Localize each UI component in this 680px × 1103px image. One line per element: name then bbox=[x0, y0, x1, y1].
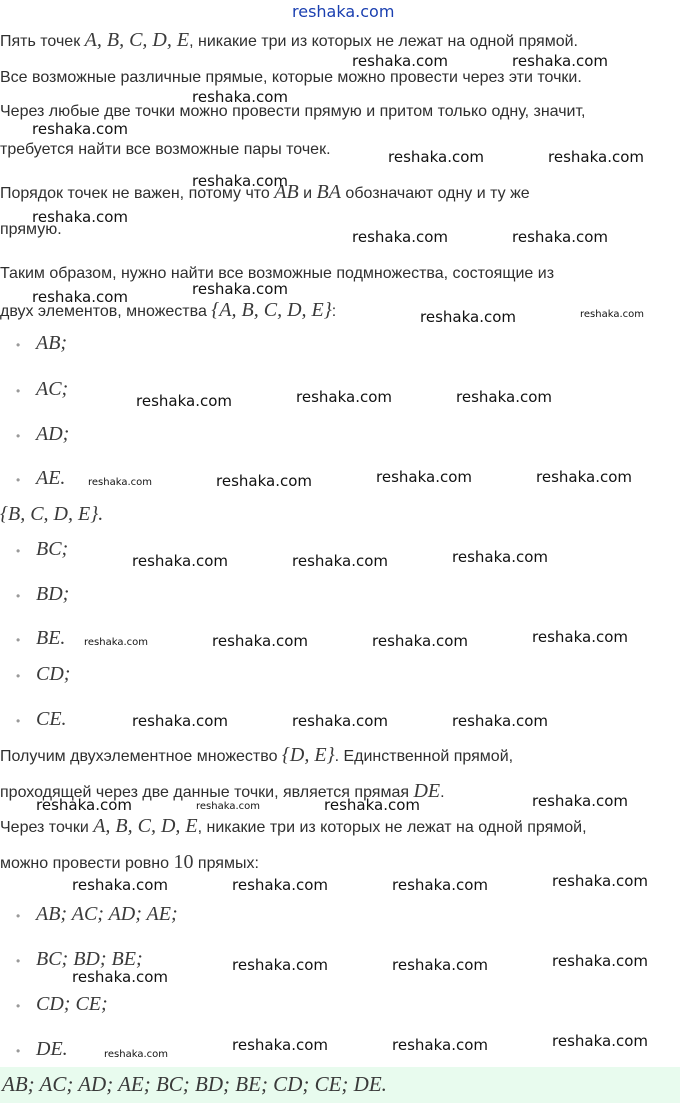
watermark: reshaka.com bbox=[232, 1036, 328, 1054]
watermark: reshaka.com bbox=[352, 228, 448, 246]
watermark: reshaka.com bbox=[452, 548, 548, 566]
watermark: reshaka.com bbox=[392, 1036, 488, 1054]
math-ab: AB bbox=[274, 181, 299, 203]
list-item: BD; bbox=[36, 583, 70, 605]
set-de: {D, E} bbox=[281, 744, 335, 766]
watermark: reshaka.com bbox=[420, 308, 516, 326]
watermark: reshaka.com bbox=[132, 712, 228, 730]
bullet: • bbox=[16, 999, 21, 1013]
order-line-2: прямую. bbox=[0, 221, 62, 238]
answer-text: AB; AC; AD; AE; BC; BD; BE; CD; CE; DE. bbox=[2, 1072, 387, 1096]
watermark: reshaka.com bbox=[132, 552, 228, 570]
watermark: reshaka.com bbox=[552, 1032, 648, 1050]
find-line: Все возможные различные прямые, которые можно провести через эти точки. bbox=[0, 69, 582, 86]
set-bcde-line bbox=[0, 503, 103, 526]
list-item: AD; bbox=[36, 423, 70, 445]
watermark: reshaka.com bbox=[372, 632, 468, 650]
list-item: BC; BD; BE; bbox=[36, 948, 143, 970]
bullet: • bbox=[16, 954, 21, 968]
conclusion-text-3: прямых: bbox=[193, 855, 259, 872]
given-text-rest: , никакие три из которых не лежат на одной прямой. bbox=[189, 33, 578, 50]
set-bcde: {B, C, D, E} bbox=[0, 503, 99, 525]
conclusion-text-2: можно провести ровно bbox=[0, 855, 174, 872]
order-text-rest: обозначают одну и ту же bbox=[340, 185, 530, 202]
bullet: • bbox=[16, 473, 21, 487]
watermark: reshaka.com bbox=[192, 280, 288, 298]
watermark: reshaka.com bbox=[324, 796, 420, 814]
reasoning-line-2: требуется найти все возможные пары точек. bbox=[0, 141, 331, 158]
math-de: DE bbox=[413, 780, 441, 802]
reasoning-line-1: Через любые две точки можно провести прямую и притом только одну, значит, bbox=[0, 103, 586, 120]
watermark: reshaka.com bbox=[32, 208, 128, 226]
conclusion-text-rest: , никакие три из которых не лежат на одной прямой, bbox=[197, 819, 587, 836]
conclusion-line-1 bbox=[0, 816, 587, 838]
list-item: AB; bbox=[36, 332, 68, 354]
list-item: CE. bbox=[36, 708, 67, 730]
bullet: • bbox=[16, 633, 21, 647]
list-item: AB; AC; AD; AE; bbox=[36, 903, 178, 925]
watermark: reshaka.com bbox=[292, 552, 388, 570]
list-item: CD; CE; bbox=[36, 993, 108, 1015]
watermark: reshaka.com bbox=[532, 628, 628, 646]
set-abcde: {A, B, C, D, E} bbox=[211, 299, 332, 321]
given-text: Пять точек bbox=[0, 33, 85, 50]
result-text-2: проходящей через две данные точки, является прямая bbox=[0, 784, 414, 801]
watermark: reshaka.com bbox=[392, 876, 488, 894]
subsets-text: двух элементов, множества bbox=[0, 303, 212, 320]
bullet: • bbox=[16, 429, 21, 443]
list-item: BE. bbox=[36, 627, 66, 649]
bullet: • bbox=[16, 544, 21, 558]
watermark: reshaka.com bbox=[192, 88, 288, 106]
watermark: reshaka.com bbox=[376, 468, 472, 486]
watermark: reshaka.com bbox=[548, 148, 644, 166]
watermark: reshaka.com bbox=[32, 120, 128, 138]
watermark: reshaka.com bbox=[512, 52, 608, 70]
watermark: reshaka.com bbox=[212, 632, 308, 650]
order-and: и bbox=[298, 185, 317, 202]
watermark: reshaka.com bbox=[456, 388, 552, 406]
order-text: Порядок точек не важен, потому что bbox=[0, 185, 275, 202]
conclusion-points: A, B, C, D, E bbox=[93, 815, 198, 837]
bullet: • bbox=[16, 384, 21, 398]
bullet: • bbox=[16, 669, 21, 683]
watermark: reshaka.com bbox=[136, 392, 232, 410]
list-item: CD; bbox=[36, 663, 71, 685]
colon: : bbox=[331, 303, 337, 320]
watermark: reshaka.com bbox=[88, 477, 152, 488]
watermark: reshaka.com bbox=[552, 872, 648, 890]
site-watermark-top: reshaka.com bbox=[292, 2, 395, 21]
count-value: 10 bbox=[173, 851, 194, 873]
math-ba: BA bbox=[316, 181, 341, 203]
watermark: reshaka.com bbox=[104, 1049, 168, 1060]
watermark: reshaka.com bbox=[452, 712, 548, 730]
list-item: AC; bbox=[36, 378, 69, 400]
bullet: • bbox=[16, 1044, 21, 1058]
watermark: reshaka.com bbox=[388, 148, 484, 166]
watermark: reshaka.com bbox=[292, 712, 388, 730]
result-text: Получим двухэлементное множество bbox=[0, 748, 282, 765]
bullet: • bbox=[16, 589, 21, 603]
watermark: reshaka.com bbox=[192, 172, 288, 190]
answer-box bbox=[0, 1067, 680, 1103]
watermark: reshaka.com bbox=[232, 876, 328, 894]
watermark: reshaka.com bbox=[580, 309, 644, 320]
watermark: reshaka.com bbox=[216, 472, 312, 490]
watermark: reshaka.com bbox=[296, 388, 392, 406]
watermark: reshaka.com bbox=[512, 228, 608, 246]
watermark: reshaka.com bbox=[352, 52, 448, 70]
list-item: BC; bbox=[36, 538, 69, 560]
watermark: reshaka.com bbox=[84, 637, 148, 648]
watermark: reshaka.com bbox=[532, 792, 628, 810]
watermark: reshaka.com bbox=[72, 968, 168, 986]
given-line bbox=[0, 30, 578, 52]
bullet: • bbox=[16, 338, 21, 352]
period: . bbox=[440, 784, 445, 801]
bullet: • bbox=[16, 909, 21, 923]
result-text-rest: . Единственной прямой, bbox=[334, 748, 514, 765]
watermark: reshaka.com bbox=[32, 288, 128, 306]
watermark: reshaka.com bbox=[536, 468, 632, 486]
watermark: reshaka.com bbox=[36, 796, 132, 814]
conclusion-text: Через точки bbox=[0, 819, 94, 836]
conclusion-line-2 bbox=[0, 852, 259, 874]
subsets-line-1: Таким образом, нужно найти все возможные подмножества, состоящие из bbox=[0, 265, 555, 282]
result-line-1 bbox=[0, 745, 513, 767]
watermark: reshaka.com bbox=[392, 956, 488, 974]
watermark: reshaka.com bbox=[552, 952, 648, 970]
period: . bbox=[98, 503, 104, 525]
watermark: reshaka.com bbox=[72, 876, 168, 894]
given-points: A, B, C, D, E bbox=[84, 29, 190, 51]
bullet: • bbox=[16, 714, 21, 728]
list-item: DE. bbox=[36, 1038, 68, 1060]
watermark: reshaka.com bbox=[196, 801, 260, 812]
list-item: AE. bbox=[36, 467, 66, 489]
watermark: reshaka.com bbox=[232, 956, 328, 974]
